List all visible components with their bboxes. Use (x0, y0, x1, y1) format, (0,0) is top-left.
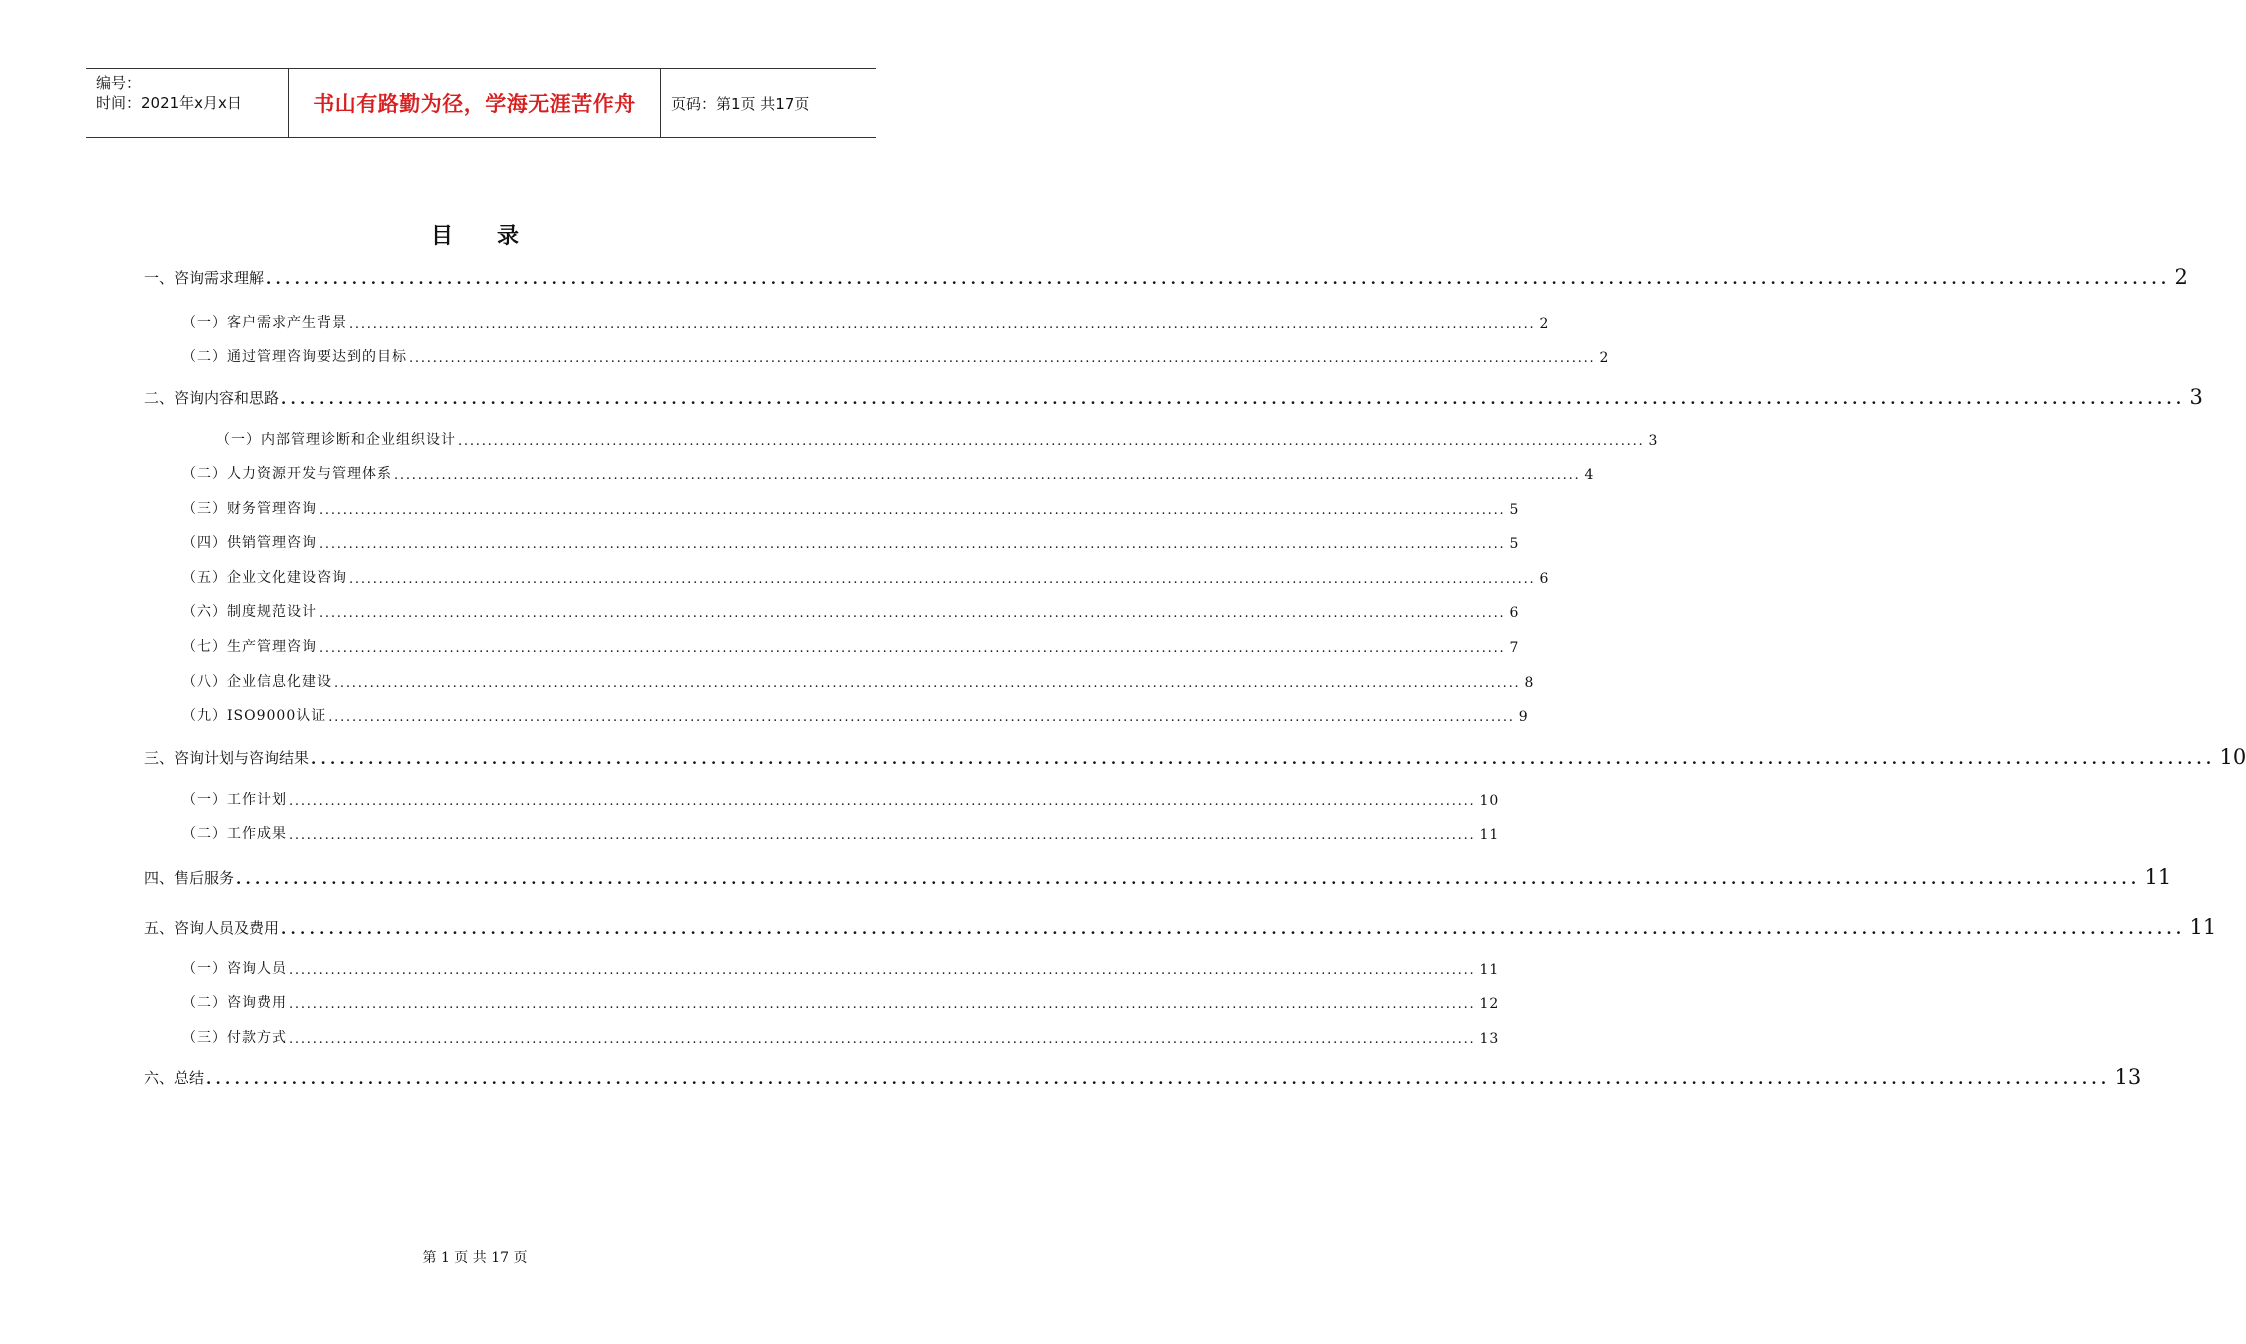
toc-entry-page: 7 (1509, 640, 1520, 656)
toc-subsection[interactable] (144, 567, 1550, 587)
toc-leader-dots: ........................................................................................................................................................................................................ (289, 828, 1476, 843)
toc-leader-dots: ........................................................................................................................................................................................................ (319, 503, 1506, 518)
toc-entry-label: （三）付款方式 (182, 1030, 287, 1046)
date-label: 时间：2021年x月x日 (96, 94, 242, 112)
toc-leader-dots: ........................................................................................................................................................................................................ (206, 1070, 2111, 1088)
toc-title: 目录 (430, 223, 563, 249)
toc-leader-dots: ........................................................................................................................................................................................................ (319, 606, 1506, 621)
toc-subsection[interactable] (144, 958, 1500, 978)
toc-entry-label: （六）制度规范设计 (182, 604, 317, 620)
toc-entry-label: （九）ISO9000认证 (182, 708, 327, 724)
toc-entry-label: （一）内部管理诊断和企业组织设计 (216, 432, 456, 448)
toc-entry-label: 四、售后服务 (144, 869, 235, 887)
toc-entry-page: 11 (1479, 827, 1500, 843)
toc-leader-dots: ........................................................................................................................................................................................................ (409, 351, 1596, 366)
toc-entry-page: 10 (1479, 793, 1500, 809)
toc-entry-label: （二）人力资源开发与管理体系 (182, 466, 392, 482)
toc-entry-label: （七）生产管理咨询 (182, 639, 317, 655)
toc-entry-page: 2 (1539, 316, 1550, 332)
toc-entry-page: 3 (2189, 385, 2203, 409)
header-meta (86, 69, 288, 137)
toc-entry-label: 二、咨询内容和思路 (144, 389, 280, 407)
toc-leader-dots: ........................................................................................................................................................................................................ (289, 794, 1476, 809)
toc-entry-label: （四）供销管理咨询 (182, 535, 317, 551)
toc-entry-page: 2 (2174, 265, 2188, 289)
toc-entry-page: 5 (1509, 502, 1520, 518)
toc-entry-page: 4 (1584, 467, 1595, 483)
toc-entry-page: 3 (1648, 433, 1659, 449)
header-page-number: 页码：第1页 共17页 (671, 94, 810, 113)
toc-entry-page: 11 (2189, 915, 2217, 939)
toc-leader-dots: ........................................................................................................................................................................................................ (319, 537, 1506, 552)
toc-entry-page: 11 (1479, 962, 1500, 978)
toc-subsection[interactable] (144, 312, 1550, 332)
toc-entry-label: 六、总结 (144, 1069, 205, 1087)
toc-leader-dots: ........................................................................................................................................................................................................ (281, 390, 2186, 408)
toc-leader-dots: ........................................................................................................................................................................................................ (289, 963, 1476, 978)
toc-entry-label: （一）工作计划 (182, 792, 287, 808)
toc-entry-label: 一、咨询需求理解 (144, 269, 265, 287)
toc-subsection[interactable] (144, 992, 1500, 1012)
toc-entry-page: 8 (1524, 675, 1535, 691)
toc-leader-dots: ........................................................................................................................................................................................................ (328, 710, 1515, 725)
toc-leader-dots: ........................................................................................................................................................................................................ (236, 870, 2141, 888)
page-footer (0, 1247, 950, 1267)
toc-subsection[interactable] (144, 1027, 1500, 1047)
toc-section[interactable] (144, 915, 2217, 939)
toc-entry-label: （二）通过管理咨询要达到的目标 (182, 349, 407, 365)
toc-entry-label: （一）咨询人员 (182, 961, 287, 977)
serial-number-label: 编号： (96, 74, 142, 92)
toc-entry-label: （二）工作成果 (182, 826, 287, 842)
toc-leader-dots: ........................................................................................................................................................................................................ (289, 997, 1476, 1012)
toc-entry-page: 13 (2114, 1065, 2142, 1089)
header-page-cell (661, 69, 876, 137)
toc-entry-page: 13 (1479, 1031, 1500, 1047)
header-motto-cell (288, 69, 661, 137)
toc-section[interactable] (144, 745, 2246, 769)
toc-entry-label: （二）咨询费用 (182, 995, 287, 1011)
toc-entry-page: 12 (1479, 996, 1500, 1012)
toc-subsection[interactable] (144, 346, 1610, 366)
toc-section[interactable] (144, 385, 2203, 409)
page-header (86, 68, 876, 138)
toc-subsection[interactable] (144, 429, 1659, 449)
toc-entry-page: 6 (1539, 571, 1550, 587)
toc-subsection[interactable] (144, 463, 1595, 483)
toc-leader-dots: ........................................................................................................................................................................................................ (394, 468, 1581, 483)
toc-entry-page: 10 (2219, 745, 2246, 769)
toc-section[interactable] (144, 865, 2172, 889)
toc-entry-page: 6 (1509, 605, 1520, 621)
toc-entry-label: 五、咨询人员及费用 (144, 919, 280, 937)
toc-entry-label: （一）客户需求产生背景 (182, 315, 347, 331)
toc-subsection[interactable] (144, 823, 1500, 843)
toc-leader-dots: ........................................................................................................................................................................................................ (319, 641, 1506, 656)
toc-leader-dots: ........................................................................................................................................................................................................ (289, 1032, 1476, 1047)
toc-entry-label: （五）企业文化建设咨询 (182, 570, 347, 586)
toc-leader-dots: ........................................................................................................................................................................................................ (349, 317, 1536, 332)
toc-subsection[interactable] (144, 705, 1529, 725)
toc-leader-dots: ........................................................................................................................................................................................................ (458, 434, 1645, 449)
toc-leader-dots: ........................................................................................................................................................................................................ (334, 676, 1521, 691)
toc-entry-label: （八）企业信息化建设 (182, 674, 332, 690)
footer-page-number: 第 1 页 共 17 页 (422, 1250, 528, 1266)
toc-leader-dots: ........................................................................................................................................................................................................ (311, 750, 2216, 768)
toc-entry-label: （三）财务管理咨询 (182, 501, 317, 517)
toc-subsection[interactable] (144, 532, 1520, 552)
toc-subsection[interactable] (144, 601, 1520, 621)
toc-leader-dots: ........................................................................................................................................................................................................ (349, 572, 1536, 587)
toc-entry-page: 11 (2144, 865, 2172, 889)
toc-entry-label: 三、咨询计划与咨询结果 (144, 749, 310, 767)
toc-subsection[interactable] (144, 498, 1520, 518)
toc-entry-page: 2 (1599, 350, 1610, 366)
toc-section[interactable] (144, 265, 2188, 289)
header-motto: 书山有路勤为径，学海无涯苦作舟 (313, 92, 636, 116)
toc-leader-dots: ........................................................................................................................................................................................................ (266, 270, 2171, 288)
toc-section[interactable] (144, 1065, 2142, 1089)
toc-subsection[interactable] (144, 671, 1535, 691)
toc-entry-page: 9 (1518, 709, 1529, 725)
toc-subsection[interactable] (144, 789, 1500, 809)
toc-leader-dots: ........................................................................................................................................................................................................ (281, 920, 2186, 938)
toc-subsection[interactable] (144, 636, 1520, 656)
toc-entry-page: 5 (1509, 536, 1520, 552)
